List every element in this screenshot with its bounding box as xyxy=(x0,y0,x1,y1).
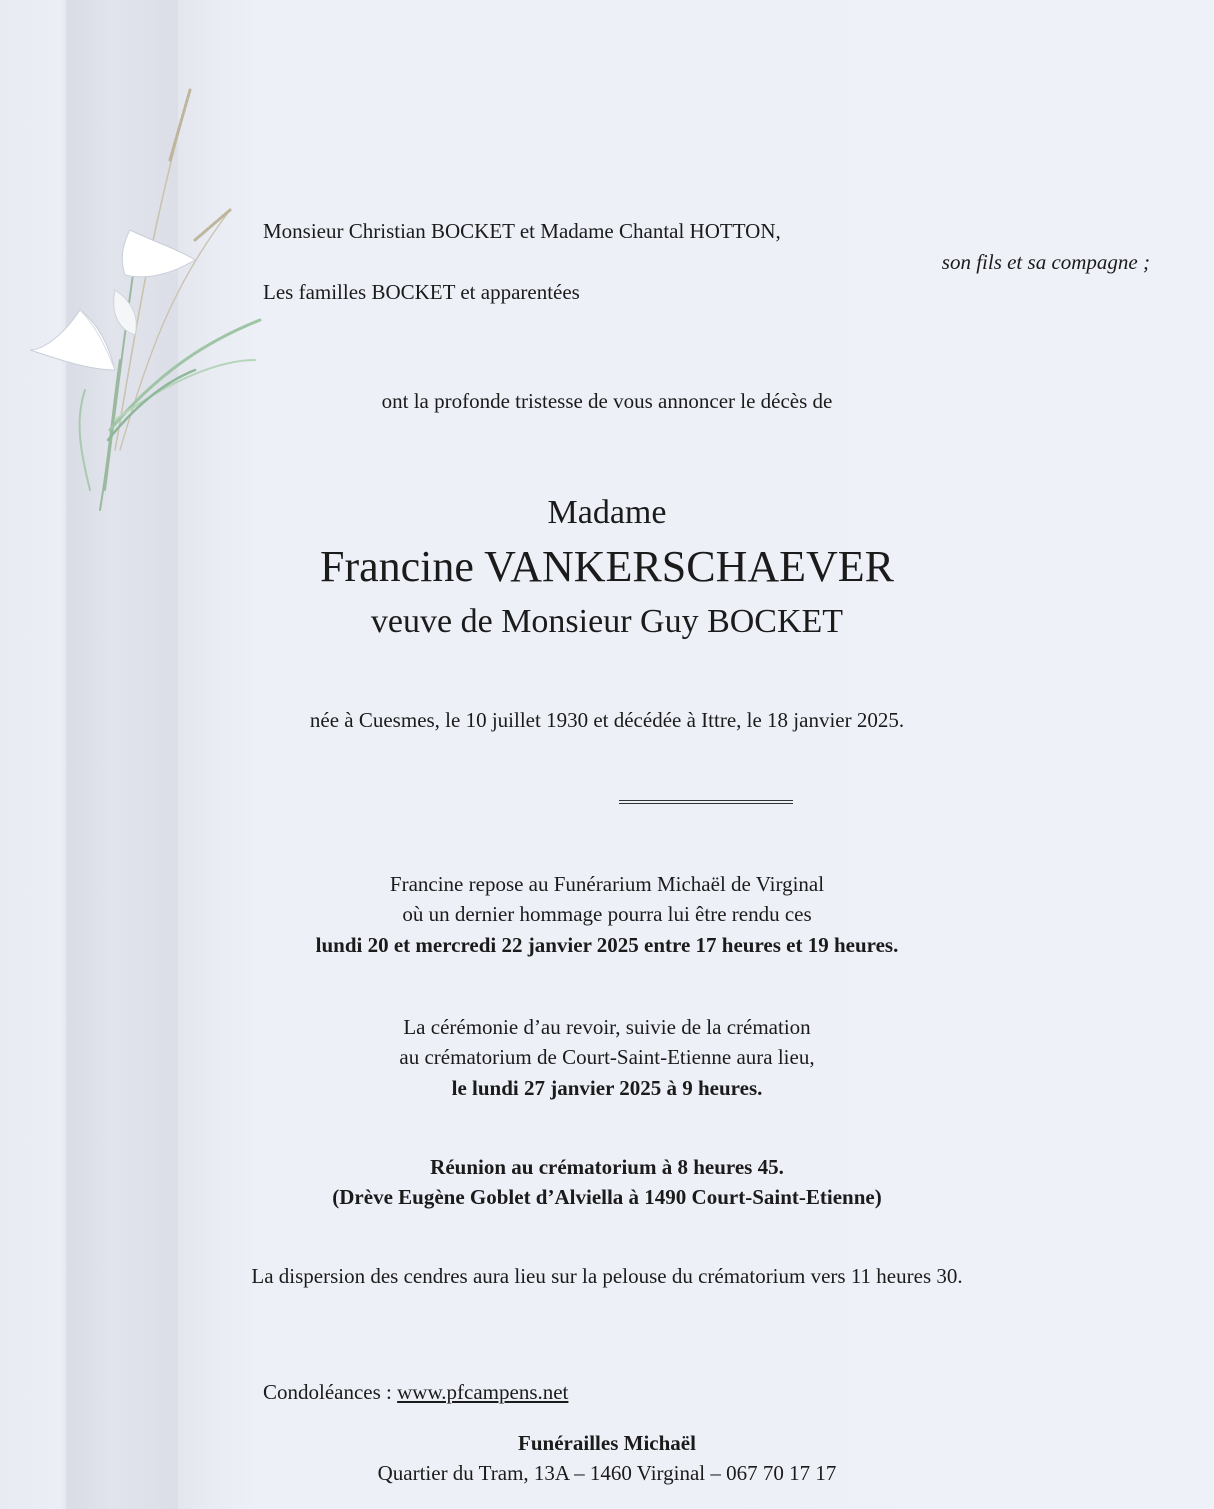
condolences-link[interactable]: www.pfcampens.net xyxy=(397,1380,569,1404)
visitation-line-2: où un dernier hommage pourra lui être rendu ces xyxy=(402,902,812,926)
header-relation: son fils et sa compagne ; xyxy=(941,250,1150,274)
funeral-home-address: Quartier du Tram, 13A – 1460 Virginal – 067 70 17 17 xyxy=(377,1461,837,1485)
ceremony-date: le lundi 27 janvier 2025 à 9 heures. xyxy=(451,1076,763,1100)
deceased-spouse: veuve de Monsieur Guy BOCKET xyxy=(370,603,844,640)
visitation-dates: lundi 20 et mercredi 22 janvier 2025 entre 17 heures et 19 heures. xyxy=(315,933,899,957)
meeting-address: (Drève Eugène Goblet d’Alviella à 1490 Court-Saint-Etienne) xyxy=(332,1185,882,1209)
meeting-line-1: Réunion au crématorium à 8 heures 45. xyxy=(430,1155,784,1179)
ceremony-line-2: au crématorium de Court-Saint-Etienne aura lieu, xyxy=(399,1045,815,1069)
visitation-line-1: Francine repose au Funérarium Michaël de Virginal xyxy=(389,872,825,896)
section-divider xyxy=(619,800,793,801)
funeral-home-name: Funérailles Michaël xyxy=(518,1431,696,1455)
announcement: ont la profonde tristesse de vous annoncer le décès de xyxy=(381,389,833,413)
deceased-name: Francine VANKERSCHAEVER xyxy=(319,542,895,591)
ceremony-line-1: La cérémonie d’au revoir, suivie de la crémation xyxy=(403,1015,811,1039)
lily-flower-wheat-icon xyxy=(20,70,270,530)
condolences xyxy=(263,1382,568,1403)
header-line-1: Monsieur Christian BOCKET et Madame Chantal HOTTON, xyxy=(263,219,781,243)
condolences-label: Condoléances : xyxy=(263,1380,398,1404)
dispersion-text: La dispersion des cendres aura lieu sur la pelouse du crématorium vers 11 heures 30. xyxy=(251,1264,963,1288)
deceased-dates: née à Cuesmes, le 10 juillet 1930 et décédée à Ittre, le 18 janvier 2025. xyxy=(309,708,905,732)
header-line-2: Les familles BOCKET et apparentées xyxy=(263,280,580,304)
deceased-title: Madame xyxy=(547,494,667,531)
